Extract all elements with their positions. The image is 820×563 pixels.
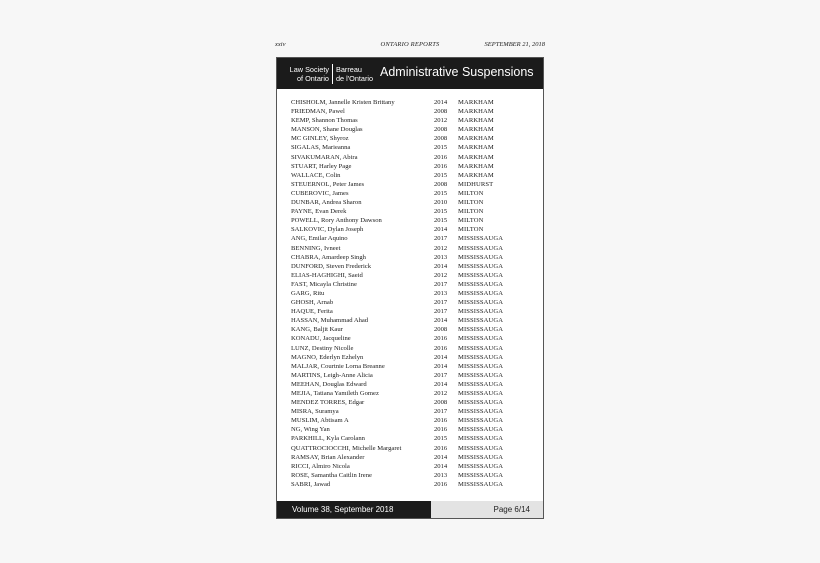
list-item [291,116,531,125]
list-item [291,280,531,289]
suspension-year: 2017 [434,408,448,416]
list-item [291,471,531,480]
member-city: MISSISSAUGA [458,390,504,397]
list-item [291,98,531,107]
logo-en-line2: of Ontario [296,74,329,83]
suspension-year: 2016 [434,162,448,170]
member-city: MISSISSAUGA [458,280,504,288]
member-name: KEMP, Shannon Thomas [291,117,358,125]
member-name: RAMSAY, Brian Alexander [291,453,365,461]
list-item [291,244,531,253]
member-city: MISSISSAUGA [458,471,504,479]
member-name: SIVAKUMARAN, Abira [291,153,358,161]
member-city: MISSISSAUGA [458,362,504,370]
member-city: MARKHAM [458,126,494,134]
list-item [291,398,531,407]
list-item [291,216,531,225]
journal-title: ONTARIO REPORTS [380,41,440,48]
member-name: CHABRA, Amardeep Singh [291,253,366,261]
member-city: MISSISSAUGA [458,308,504,316]
list-item [291,371,531,380]
suspension-year: 2012 [434,271,448,279]
member-name: MENDEZ TORRES, Edgar [291,399,365,407]
suspension-year: 2015 [434,189,448,197]
member-city: MISSISSAUGA [458,462,504,470]
list-item [291,171,531,180]
member-city: MARKHAM [458,144,494,152]
member-city: MISSISSAUGA [458,444,504,452]
member-city: MILTON [458,208,484,216]
notice-page [276,57,544,519]
member-city: MARKHAM [458,135,494,143]
suspension-year: 2014 [434,226,448,234]
suspension-list [291,98,531,489]
suspension-year: 2017 [434,371,448,379]
member-name: ROSE, Samantha Caitlin Irene [291,471,372,479]
member-name: MC GINLEY, Shyroz [291,135,349,143]
list-item [291,316,531,325]
logo-divider [332,64,333,84]
member-name: QUATTROCIOCCHI, Michelle Margaret [291,444,402,452]
member-name: BENNING, Ivneet [291,244,341,252]
member-city: MISSISSAUGA [458,326,504,334]
running-head [275,41,545,51]
member-name: FRIEDMAN, Pawel [291,108,345,116]
list-item [291,444,531,453]
suspension-year: 2014 [434,353,448,361]
logo-fr-line2: de l'Ontario [336,74,374,83]
list-item [291,462,531,471]
member-city: MISSISSAUGA [458,335,504,343]
member-name: SIGALAS, Marieanna [291,144,351,152]
member-city: MILTON [458,189,484,197]
list-item [291,425,531,434]
list-item [291,198,531,207]
suspension-year: 2013 [434,471,448,479]
member-name: POWELL, Rory Anthony Dawson [291,217,382,225]
member-name: PARKHILL, Kyla Carolann [291,435,365,443]
suspension-year: 2016 [434,444,448,452]
member-city: MILTON [458,199,484,207]
suspension-year: 2015 [434,171,448,179]
member-name: PAYNE, Evan Derek [291,208,347,216]
list-item [291,134,531,143]
suspension-year: 2015 [434,208,448,216]
suspension-year: 2016 [434,480,448,488]
suspension-year: 2014 [434,453,448,461]
member-name: STEUERNOL, Peter James [291,180,365,188]
member-name: FAST, Micayla Christine [291,280,357,288]
member-name: MUSLIM, Abtisam A [291,417,349,425]
member-name: MISRA, Suramya [291,408,339,416]
page-footer [277,501,543,518]
list-item [291,253,531,262]
list-item [291,453,531,462]
suspension-year: 2014 [434,362,448,370]
member-name: MAGNO, Ederlyn Ezhelyn [291,353,364,361]
member-city: MIDHURST [458,180,494,188]
member-city: MISSISSAUGA [458,289,504,297]
suspension-year: 2015 [434,435,448,443]
member-name: HASSAN, Muhammad Ahad [291,317,369,325]
member-city: MISSISSAUGA [458,399,504,407]
suspension-year: 2012 [434,390,448,397]
suspension-year: 2014 [434,317,448,325]
member-city: MISSISSAUGA [458,317,504,325]
suspension-year: 2013 [434,289,448,297]
list-item [291,289,531,298]
list-item [291,416,531,425]
suspension-year: 2008 [434,326,448,334]
suspension-year: 2008 [434,108,448,116]
member-city: MISSISSAUGA [458,371,504,379]
member-name: SALKOVIC, Dylan Joseph [291,226,364,234]
member-city: MISSISSAUGA [458,344,504,352]
logo-fr-line1: Barreau [336,65,362,74]
list-item [291,207,531,216]
member-city: MISSISSAUGA [458,480,504,488]
list-item [291,380,531,389]
list-item [291,262,531,271]
member-city: MISSISSAUGA [458,453,504,461]
list-item [291,389,531,398]
member-city: MISSISSAUGA [458,435,504,443]
suspension-year: 2016 [434,335,448,343]
list-item [291,189,531,198]
member-name: MEEHAN, Douglas Edward [291,380,367,388]
member-name: MARTINS, Leigh-Anne Alicia [291,371,373,379]
suspension-year: 2008 [434,180,448,188]
member-name: STUART, Harley Page [291,162,352,170]
member-city: MISSISSAUGA [458,235,504,243]
list-item [291,143,531,152]
member-name: MANSON, Shane Douglas [291,126,363,134]
list-item [291,225,531,234]
member-city: MARKHAM [458,171,494,179]
suspension-year: 2008 [434,126,448,134]
list-item [291,434,531,443]
suspension-year: 2017 [434,280,448,288]
list-item [291,325,531,334]
list-item [291,234,531,243]
list-item [291,162,531,171]
suspension-year: 2016 [434,426,448,434]
member-city: MARKHAM [458,108,494,116]
member-name: WALLACE, Colin [291,171,341,179]
header-banner [277,58,543,89]
logo-french [336,65,386,83]
notice-title: Administrative Suspensions [380,65,534,79]
suspension-year: 2014 [434,462,448,470]
member-city: MISSISSAUGA [458,380,504,388]
member-name: DUNBAR, Andrea Sharon [291,199,362,207]
member-city: MISSISSAUGA [458,271,504,279]
page-number: Page 6/14 [431,501,543,518]
member-name: ELIAS-HAGHIGHI, Saeid [291,271,363,279]
member-name: NG, Wing Yan [291,426,330,434]
member-name: MALJAR, Courtnie Lorna Breanne [291,362,385,370]
folio-number: xxiv [275,41,286,48]
suspension-year: 2014 [434,262,448,270]
member-name: LUNZ, Destiny Nicolle [291,344,354,352]
member-name: CHISHOLM, Jannelle Kristen Brittany [291,99,395,106]
member-city: MARKHAM [458,162,494,170]
list-item [291,307,531,316]
member-city: MISSISSAUGA [458,417,504,425]
member-city: MARKHAM [458,99,494,106]
member-name: KANG, Baljit Kaur [291,326,343,334]
list-item [291,180,531,189]
list-item [291,125,531,134]
suspension-year: 2012 [434,244,448,252]
member-city: MARKHAM [458,117,494,125]
member-city: MISSISSAUGA [458,353,504,361]
member-city: MISSISSAUGA [458,426,504,434]
suspension-year: 2013 [434,253,448,261]
member-name: HAQUE, Ferita [291,308,333,316]
list-item [291,153,531,162]
member-name: ANG, Emilar Aquino [291,235,348,243]
suspension-year: 2016 [434,153,448,161]
member-city: MILTON [458,217,484,225]
list-item [291,344,531,353]
member-name: RICCI, Almiro Nicola [291,462,350,470]
list-item [291,407,531,416]
logo-en-line1: Law Society [289,65,329,74]
suspension-year: 2015 [434,217,448,225]
member-name: GHOSH, Arnab [291,299,334,307]
member-name: MEJIA, Tatiana Yamileth Gomez [291,390,379,397]
member-name: KONADU, Jacqueline [291,335,351,343]
suspension-year: 2008 [434,399,448,407]
list-item [291,334,531,343]
member-city: MISSISSAUGA [458,299,504,307]
logo-english [285,65,329,83]
member-city: MILTON [458,226,484,234]
suspension-year: 2014 [434,380,448,388]
list-item [291,480,531,489]
list-item [291,353,531,362]
member-name: GARG, Ritu [291,289,325,297]
list-item [291,271,531,280]
suspension-year: 2017 [434,299,448,307]
volume-label: Volume 38, September 2018 [277,501,431,518]
member-city: MISSISSAUGA [458,253,504,261]
suspension-year: 2010 [434,199,448,207]
member-city: MISSISSAUGA [458,408,504,416]
suspension-year: 2008 [434,135,448,143]
list-item [291,107,531,116]
member-name: CUBEROVIC, James [291,189,349,197]
list-item [291,362,531,371]
member-city: MARKHAM [458,153,494,161]
suspension-year: 2014 [434,99,448,106]
member-city: MISSISSAUGA [458,244,504,252]
suspension-year: 2017 [434,235,448,243]
member-name: SABRI, Jawad [291,480,331,488]
suspension-year: 2017 [434,308,448,316]
issue-date: SEPTEMBER 21, 2018 [484,41,545,48]
suspension-year: 2012 [434,117,448,125]
list-item [291,298,531,307]
member-city: MISSISSAUGA [458,262,504,270]
member-name: DUNFORD, Steven Frederick [291,262,372,270]
suspension-year: 2016 [434,417,448,425]
suspension-year: 2016 [434,344,448,352]
suspension-year: 2015 [434,144,448,152]
